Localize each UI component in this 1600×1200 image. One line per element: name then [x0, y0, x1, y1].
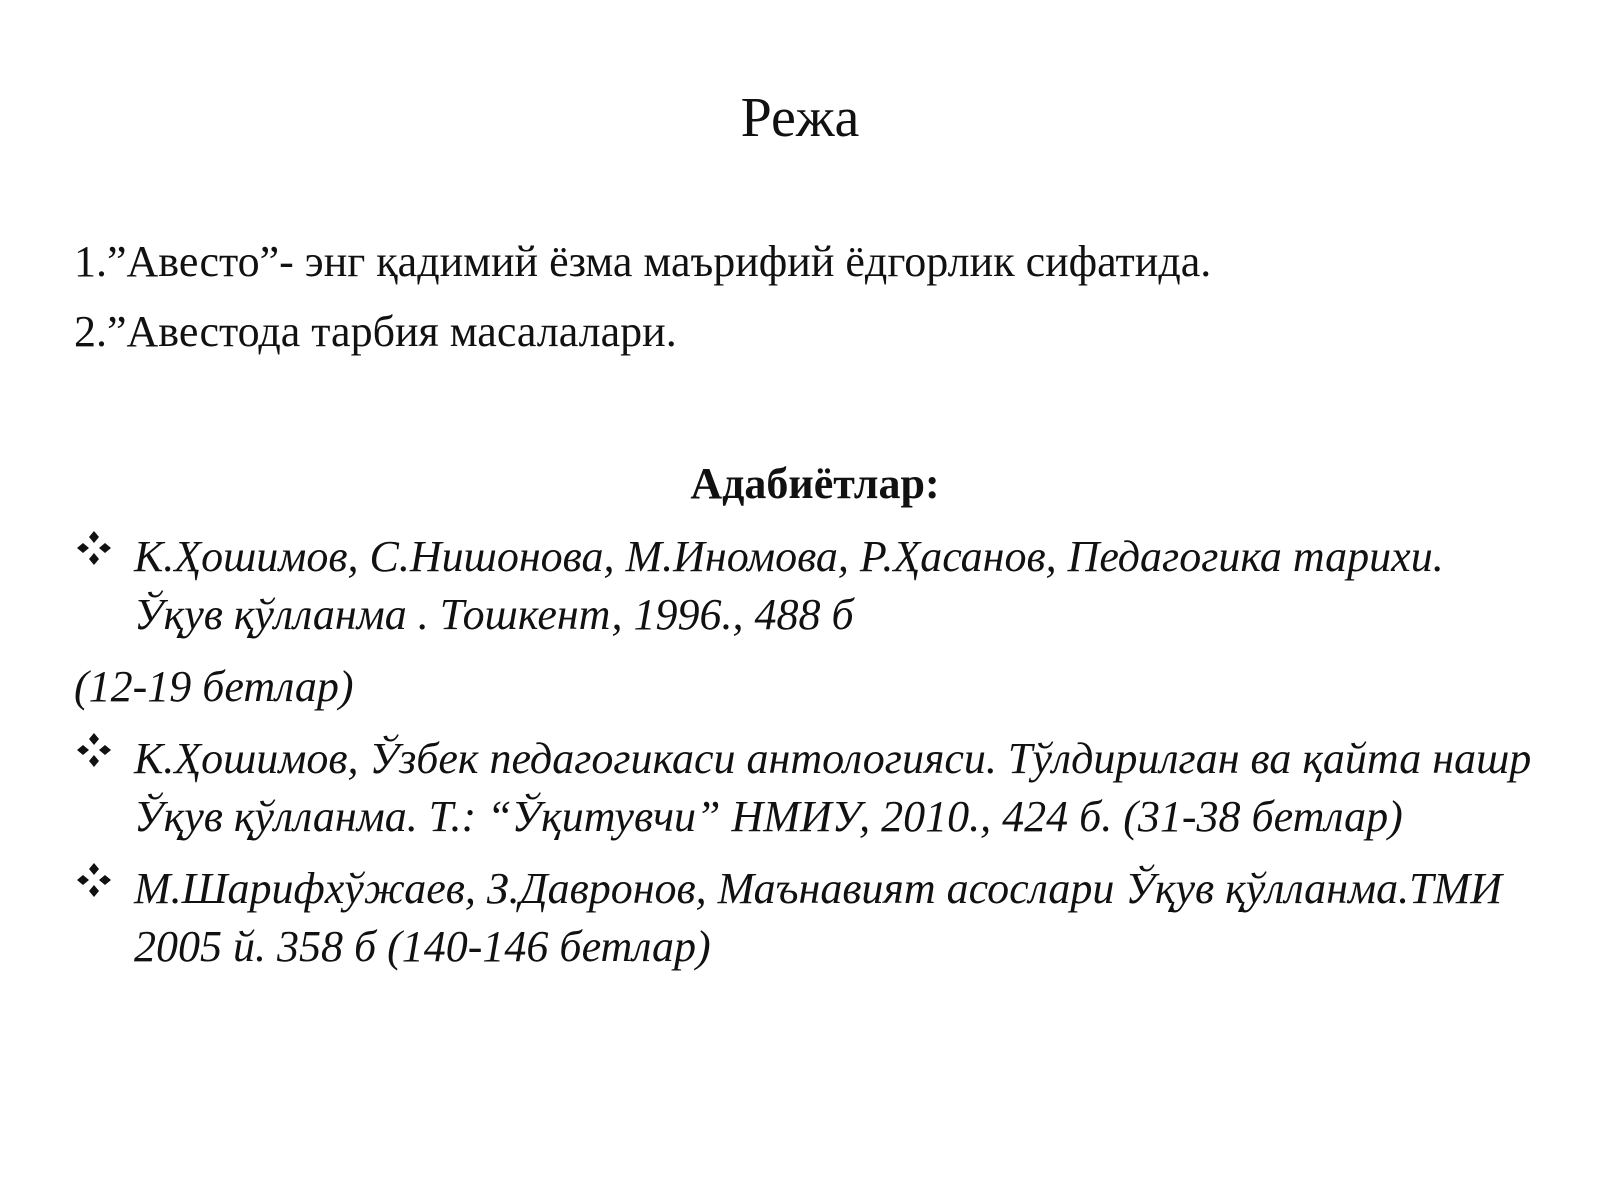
literature-item-1	[74, 528, 1534, 644]
literature-item-4	[74, 860, 1534, 976]
plan-list	[74, 236, 1534, 376]
literature-heading: Адабиётлар:	[690, 459, 940, 508]
page-title: Режа	[740, 87, 860, 149]
literature-item-2	[74, 658, 1534, 716]
literature-item-text: К.Ҳошимов, Ўзбек педагогикаси антологияси. Тўлдирилган ва қайта нашр Ўқув қўлланма. Т.: “Ўқитувчи” НМИУ, 2010., 424 б. (31-38 бетлар)	[134, 734, 1532, 841]
literature-item-text: (12-19 бетлар)	[74, 662, 354, 711]
diamond-bullet-icon	[76, 732, 112, 768]
literature-item-text: М.Шарифхўжаев, З.Давронов, Маънавият асослари Ўқув қўлланма.ТМИ 2005 й. 358 б (140-146 бетлар)	[134, 864, 1502, 971]
literature-item-text: К.Ҳошимов, С.Нишонова, М.Иномова, Р.Ҳасанов, Педагогика тарихи. Ўқув қўлланма . Тошкент, 1996., 488 б	[134, 532, 1444, 639]
diamond-bullet-icon	[76, 530, 112, 566]
literature-item-3	[74, 730, 1534, 846]
plan-item-1: 1.”Авесто”- энг қадимий ёзма маърифий ёдгорлик сифатида.	[74, 237, 1212, 286]
diamond-bullet-icon	[76, 862, 112, 898]
plan-item-2: 2.”Авестода тарбия масалалари.	[74, 307, 677, 356]
literature-list	[74, 528, 1534, 990]
